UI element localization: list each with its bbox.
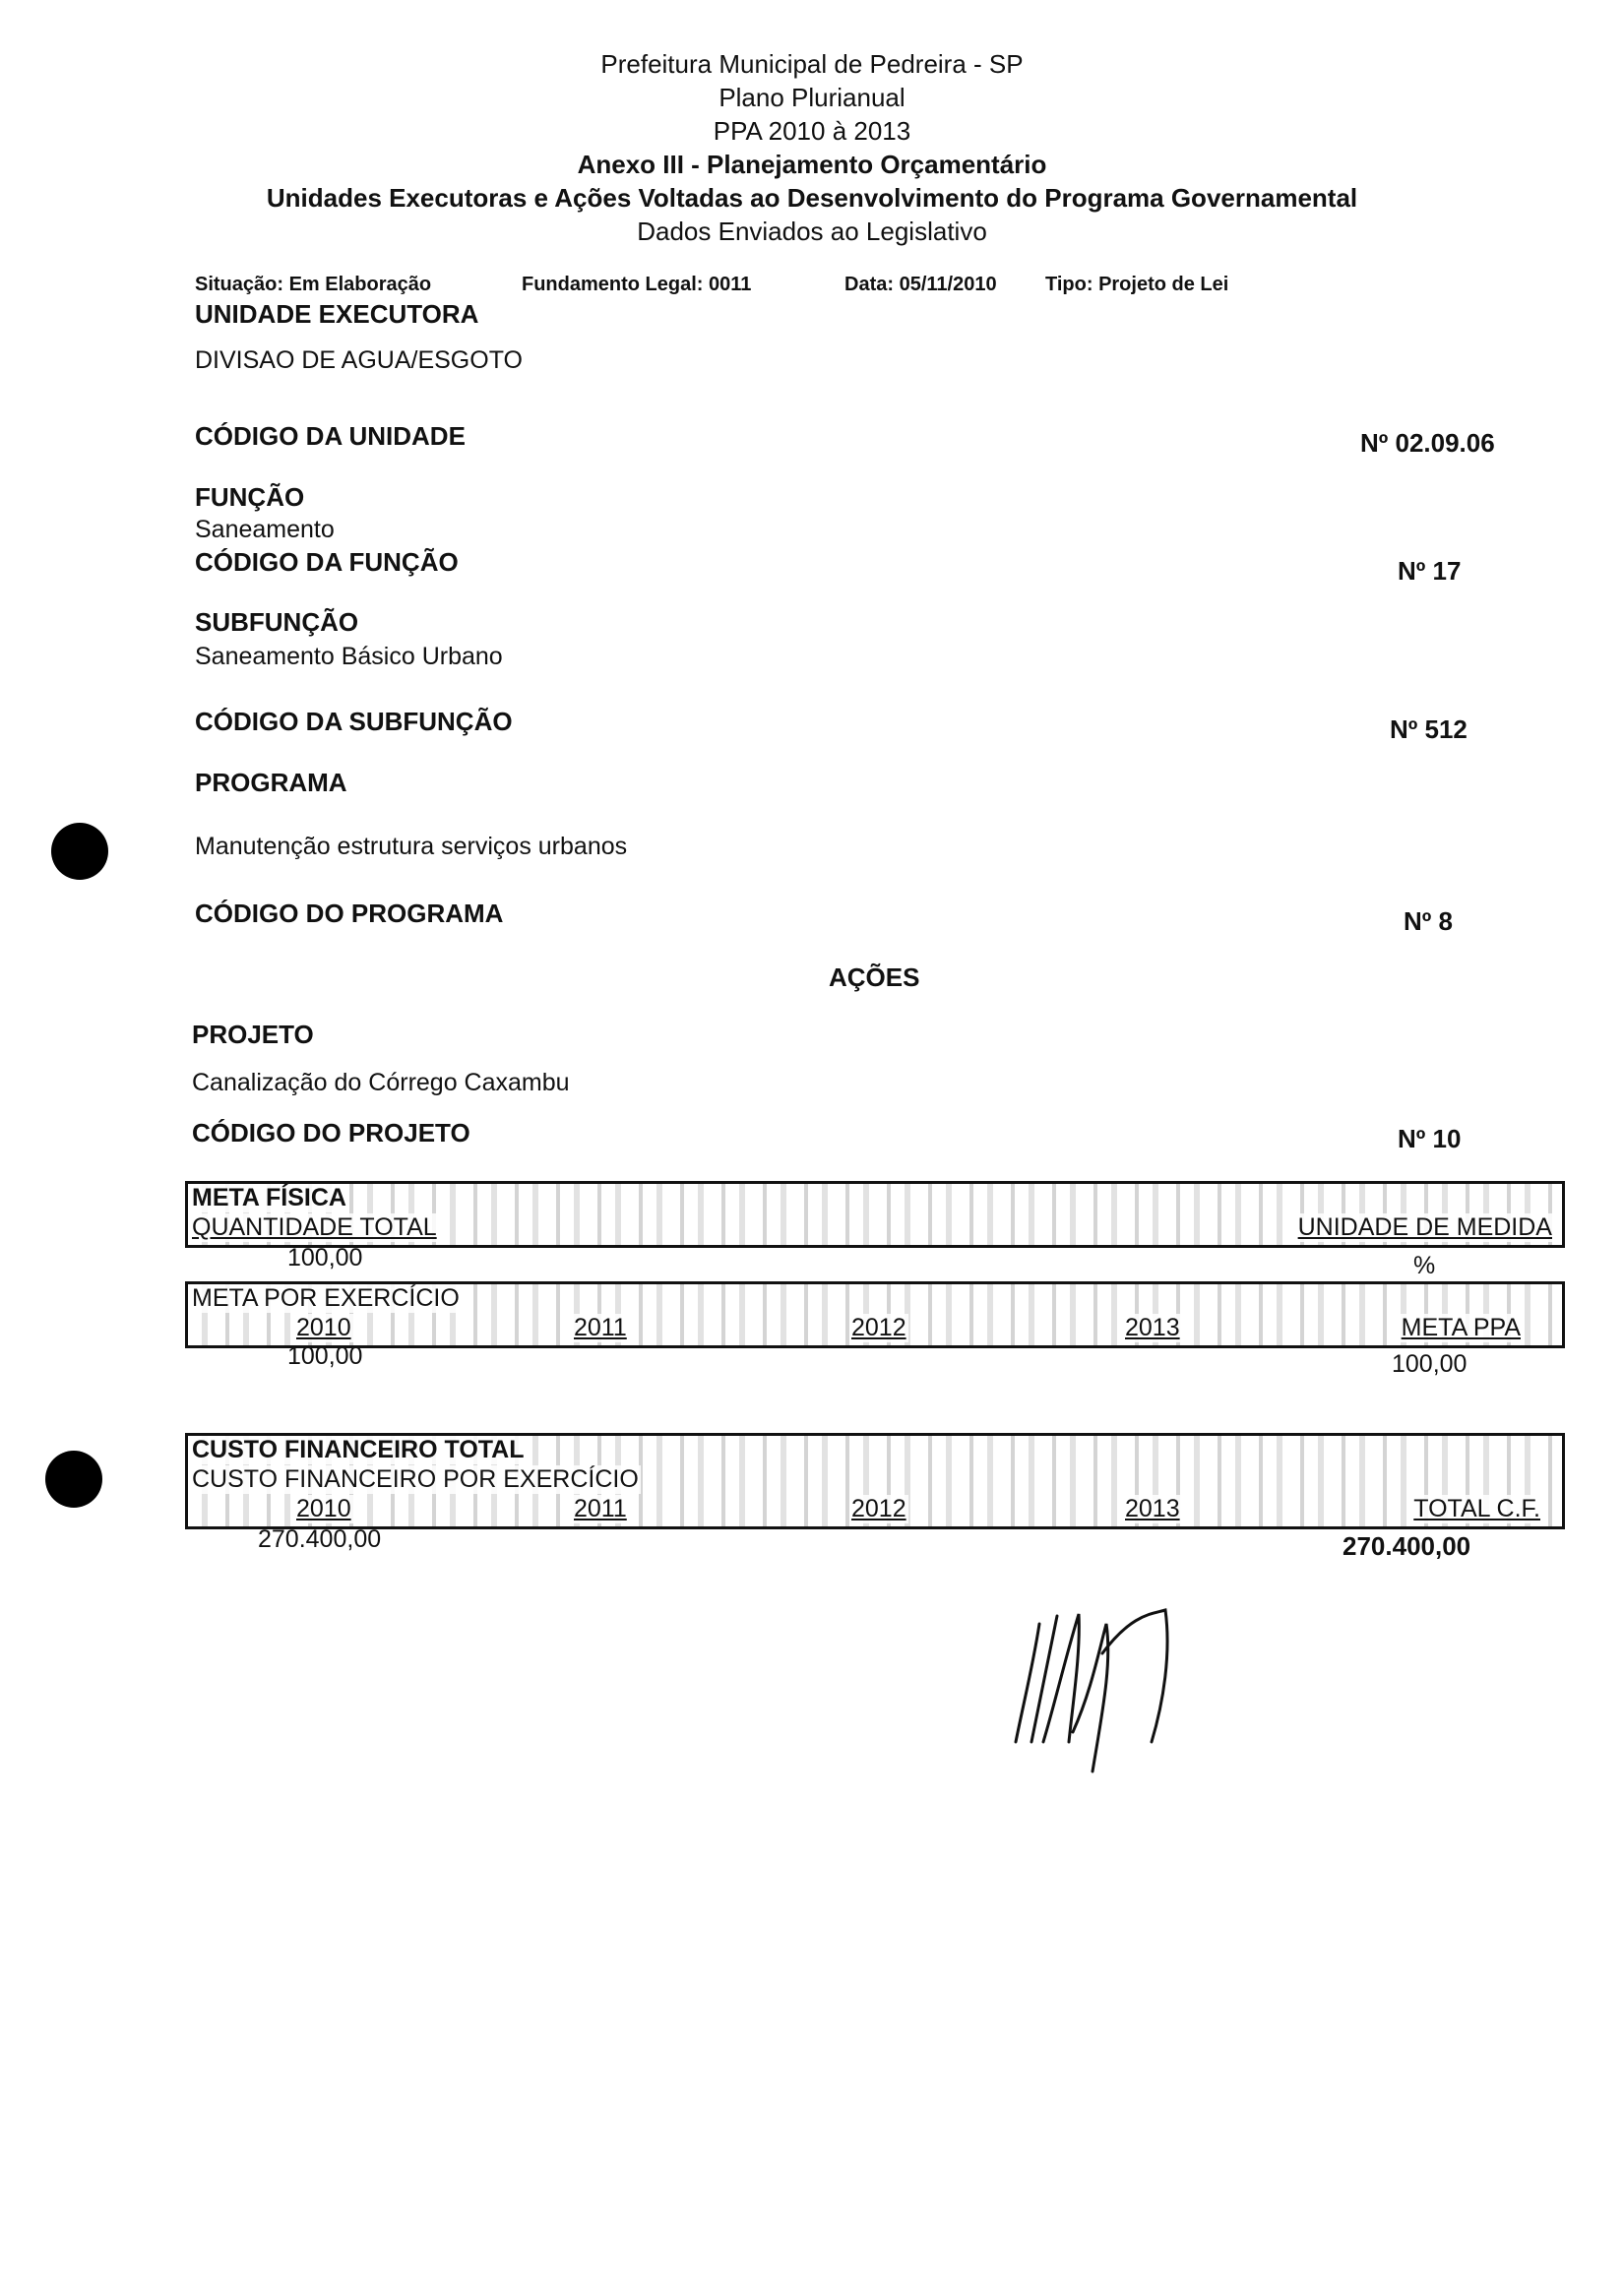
meta-fisica-box (185, 1181, 1565, 1248)
codigo-funcao-label: CÓDIGO DA FUNÇÃO (195, 547, 459, 577)
header-unidades: Unidades Executoras e Ações Voltadas ao Desenvolvimento do Programa Governamental (266, 183, 1358, 213)
punch-hole-top (51, 823, 108, 880)
meta-year-2013: 2013 (1125, 1314, 1180, 1341)
unidade-medida-value: % (1413, 1252, 1436, 1279)
funcao-value: Saneamento (195, 516, 335, 543)
header-dados: Dados Enviados ao Legislativo (637, 217, 987, 246)
codigo-programa-label: CÓDIGO DO PROGRAMA (195, 899, 504, 928)
meta-exercicio-title: META POR EXERCÍCIO (192, 1284, 460, 1312)
quantidade-total-label: QUANTIDADE TOTAL (192, 1213, 437, 1241)
meta-year-2010: 2010 (296, 1314, 351, 1341)
header-plano: Plano Plurianual (718, 83, 906, 112)
custo-2010-value: 270.400,00 (258, 1525, 382, 1553)
header-anexo: Anexo III - Planejamento Orçamentário (577, 150, 1047, 179)
signature (1004, 1594, 1201, 1791)
meta-fisica-title: META FÍSICA (192, 1184, 346, 1211)
subfuncao-label: SUBFUNÇÃO (195, 607, 359, 637)
codigo-projeto: Nº 10 (1398, 1124, 1462, 1153)
meta-exercicio-box (185, 1281, 1565, 1348)
unidade-label: UNIDADE EXECUTORA (195, 299, 479, 329)
meta-year-2012: 2012 (851, 1314, 906, 1341)
custo-financeiro-box (185, 1433, 1565, 1529)
custo-year-2013: 2013 (1125, 1495, 1180, 1522)
meta-2010-value: 100,00 (287, 1342, 363, 1370)
subfuncao-value: Saneamento Básico Urbano (195, 643, 503, 670)
unidade-medida-label: UNIDADE DE MEDIDA (1297, 1213, 1552, 1241)
acoes-title: AÇÕES (829, 962, 920, 992)
quantidade-total-value: 100,00 (287, 1244, 363, 1272)
custo-total-title: CUSTO FINANCEIRO TOTAL (192, 1436, 525, 1463)
meta-year-2011: 2011 (574, 1314, 627, 1341)
total-cf-label: TOTAL C.F. (1413, 1495, 1540, 1522)
codigo-unidade: Nº 02.09.06 (1360, 428, 1495, 458)
programa-label: PROGRAMA (195, 768, 347, 797)
punch-hole-bottom (45, 1451, 102, 1508)
codigo-subfuncao-label: CÓDIGO DA SUBFUNÇÃO (195, 707, 513, 736)
codigo-funcao: Nº 17 (1398, 556, 1462, 586)
header-ppa: PPA 2010 à 2013 (713, 116, 911, 146)
total-cf-value: 270.400,00 (1343, 1531, 1471, 1561)
data: Data: 05/11/2010 (844, 274, 997, 295)
projeto-label: PROJETO (192, 1020, 314, 1049)
unidade-value: DIVISAO DE AGUA/ESGOTO (195, 346, 523, 374)
situacao: Situação: Em Elaboração (195, 274, 432, 295)
tipo: Tipo: Projeto de Lei (1045, 274, 1229, 295)
codigo-subfuncao: Nº 512 (1390, 714, 1468, 744)
programa-value: Manutenção estrutura serviços urbanos (195, 833, 628, 860)
meta-ppa-value: 100,00 (1392, 1350, 1468, 1378)
custo-year-2011: 2011 (574, 1495, 627, 1522)
codigo-projeto-label: CÓDIGO DO PROJETO (192, 1118, 470, 1148)
custo-year-2010: 2010 (296, 1495, 351, 1522)
fundamento-legal: Fundamento Legal: 0011 (522, 274, 752, 295)
custo-exercicio-title: CUSTO FINANCEIRO POR EXERCÍCIO (192, 1465, 639, 1493)
codigo-programa: Nº 8 (1404, 906, 1453, 936)
projeto-value: Canalização do Córrego Caxambu (192, 1069, 570, 1096)
meta-ppa-label: META PPA (1401, 1314, 1521, 1341)
funcao-label: FUNÇÃO (195, 482, 305, 512)
custo-year-2012: 2012 (851, 1495, 906, 1522)
header-prefeitura: Prefeitura Municipal de Pedreira - SP (600, 49, 1024, 79)
codigo-unidade-label: CÓDIGO DA UNIDADE (195, 421, 466, 451)
